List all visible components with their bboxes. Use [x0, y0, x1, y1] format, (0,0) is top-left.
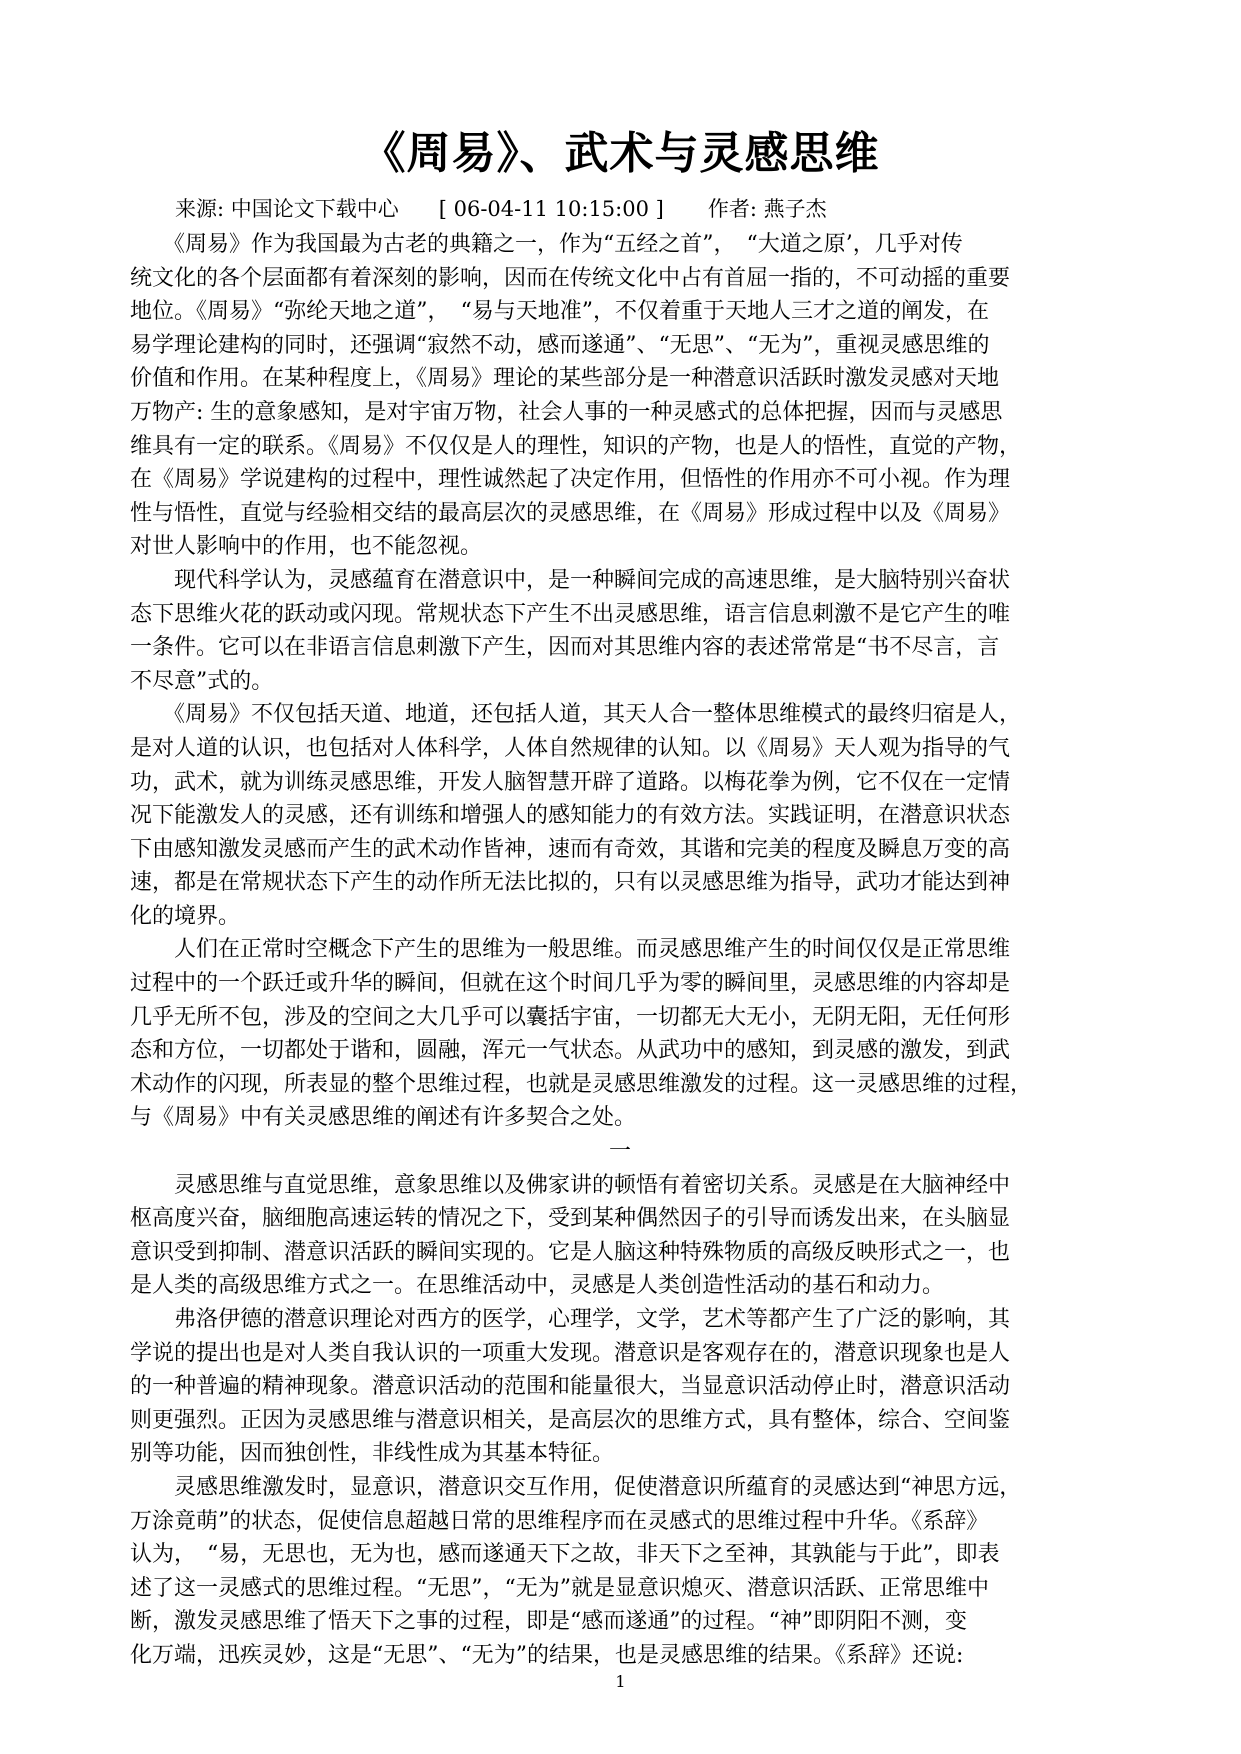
text-line: 《周易》不仅包括天道、地道，还包括人道，其天人合一整体思维模式的最终归宿是人，	[130, 702, 1022, 728]
article-title: 《周易》、武术与灵感思维	[361, 128, 880, 179]
text-line: 速，都是在常规状态下产生的动作所无法比拟的，只有以灵感思维为指导，武功才能达到神	[130, 870, 1011, 896]
text-line: 地位。《周易》“弥纶天地之道”， “易与天地准”，不仅着重于天地人三才之道的阐发，在	[130, 299, 989, 325]
source-text: 来源: 中国论文下载中心	[175, 197, 399, 221]
text-line: 过程中的一个跃迁或升华的瞬间，但就在这个时间几乎为零的瞬间里，灵感思维的内容却是	[130, 971, 1011, 997]
text-line: 化万端，迅疾灵妙，这是“无思”、“无为”的结果，也是灵感思维的结果。《系辞》还说:	[130, 1642, 964, 1668]
text-line: 《周易》作为我国最为古老的典籍之一，作为“五经之首”， “大道之原’，几乎对传	[130, 232, 963, 257]
text-line: 几乎无所不包，涉及的空间之大几乎可以囊括宇宙，一切都无大无小，无阴无阳，无任何形	[130, 1004, 1011, 1030]
text-line: 与《周易》中有关灵感思维的阐述有许多契合之处。	[130, 1105, 637, 1131]
text-line: 意识受到抑制、潜意识活跃的瞬间实现的。它是人脑这种特殊物质的高级反映形式之一，也	[130, 1239, 1011, 1265]
text-line: 的一种普遍的精神现象。潜意识活动的范围和能量很大，当显意识活动停止时，潜意识活动	[130, 1374, 1011, 1400]
article-meta	[175, 194, 827, 224]
text-line: 万涂竟萌”的状态，促使信息超越日常的思维程序而在灵感式的思维过程中升华。《系辞》	[130, 1508, 989, 1534]
text-line: 灵感思维与直觉思维，意象思维以及佛家讲的顿悟有着密切关系。灵感是在大脑神经中	[130, 1172, 1011, 1198]
text-line: 统文化的各个层面都有着深刻的影响，因而在传统文化中占有首屈一指的，不可动摇的重要	[130, 265, 1011, 291]
text-line: 术动作的闪现，所表显的整个思维过程，也就是灵感思维激发的过程。这一灵感思维的过程，	[130, 1071, 1033, 1097]
text-line: 人们在正常时空概念下产生的思维为一般思维。而灵感思维产生的时间仅仅是正常思维	[130, 937, 1011, 963]
text-line: 性与悟性，直觉与经验相交结的最高层次的灵感思维，在《周易》形成过程中以及《周易》	[130, 500, 1011, 526]
text-line: 是对人道的认识，也包括对人体科学，人体自然规律的认知。以《周易》天人观为指导的气	[130, 735, 1011, 761]
text-line: 灵感思维激发时，显意识，潜意识交互作用，促使潜意识所蕴育的灵感达到“神思方远，	[130, 1474, 1022, 1500]
text-line: 化的境界。	[130, 903, 241, 929]
text-line: 认为， “易，无思也，无为也，感而遂通天下之故，非天下之至神，其孰能与于此”，即表	[130, 1542, 1000, 1568]
text-line: 下由感知激发灵感而产生的武术动作皆神，速而有奇效，其谐和完美的程度及瞬息万变的高	[130, 836, 1011, 862]
text-line: 态和方位，一切都处于谐和，圆融，浑元一气状态。从武功中的感知，到灵感的激发，到武	[130, 1038, 1011, 1064]
text-line: 对世人影响中的作用，也不能忽视。	[130, 534, 483, 560]
section-divider: 一	[608, 1139, 631, 1165]
text-line: 枢高度兴奋，脑细胞高速运转的情况之下，受到某种偶然因子的引导而诱发出来，在头脑显	[130, 1206, 1011, 1232]
text-line: 维具有一定的联系。《周易》不仅仅是人的理性，知识的产物，也是人的悟性，直觉的产物，	[130, 433, 1022, 459]
text-line: 功，武术，就为训练灵感思维，开发人脑智慧开辟了道路。以梅花拳为例，它不仅在一定情	[130, 769, 1011, 795]
text-line: 现代科学认为，灵感蕴育在潜意识中，是一种瞬间完成的高速思维，是大脑特别兴奋状	[130, 567, 1011, 593]
author-text: 作者: 燕子杰	[707, 197, 827, 221]
text-line: 价值和作用。在某种程度上，《周易》理论的某些部分是一种潜意识活跃时激发灵感对天地	[130, 366, 1000, 392]
text-line: 学说的提出也是对人类自我认识的一项重大发现。潜意识是客观存在的，潜意识现象也是人	[130, 1340, 1011, 1366]
text-line: 是人类的高级思维方式之一。在思维活动中，灵感是人类创造性活动的基石和动力。	[130, 1273, 945, 1299]
text-line: 易学理论建构的同时，还强调“寂然不动，感而遂通”、“无思”、“无为”，重视灵感思维的	[130, 332, 990, 358]
text-line: 弗洛伊德的潜意识理论对西方的医学，心理学，文学，艺术等都产生了广泛的影响，其	[130, 1307, 1011, 1332]
text-line: 述了这一灵感式的思维过程。“无思”，“无为”就是显意识熄灭、潜意识活跃、正常思维中	[130, 1575, 989, 1601]
text-line: 万物产: 生的意象感知，是对宇宙万物，社会人事的一种灵感式的总体把握，因而与灵感思	[130, 399, 1003, 425]
text-line: 态下思维火花的跃动或闪现。常规状态下产生不出灵感思维，语言信息刺激不是它产生的唯	[130, 601, 1011, 627]
article-body	[130, 228, 1110, 1673]
text-line: 断，激发灵感思维了悟天下之事的过程，即是“感而遂通”的过程。“神”即阴阳不测，变	[130, 1609, 967, 1635]
text-line: 不尽意”式的。	[130, 668, 274, 694]
text-line: 在《周易》学说建构的过程中，理性诚然起了决定作用，但悟性的作用亦不可小视。作为理	[130, 467, 1011, 493]
text-line: 则更强烈。正因为灵感思维与潜意识相关，是高层次的思维方式，具有整体，综合、空间鉴	[130, 1407, 1011, 1433]
text-line: 别等功能，因而独创性，非线性成为其基本特征。	[130, 1441, 615, 1467]
text-line: 况下能激发人的灵感，还有训练和增强人的感知能力的有效方法。实践证明，在潜意识状态	[130, 803, 1011, 829]
page-number: 1	[615, 1672, 626, 1691]
date-text: [ 06-04-11 10:15:00 ]	[438, 197, 664, 221]
text-line: 一条件。它可以在非语言信息刺激下产生，因而对其思维内容的表述常常是“书不尽言，言	[130, 635, 1000, 661]
